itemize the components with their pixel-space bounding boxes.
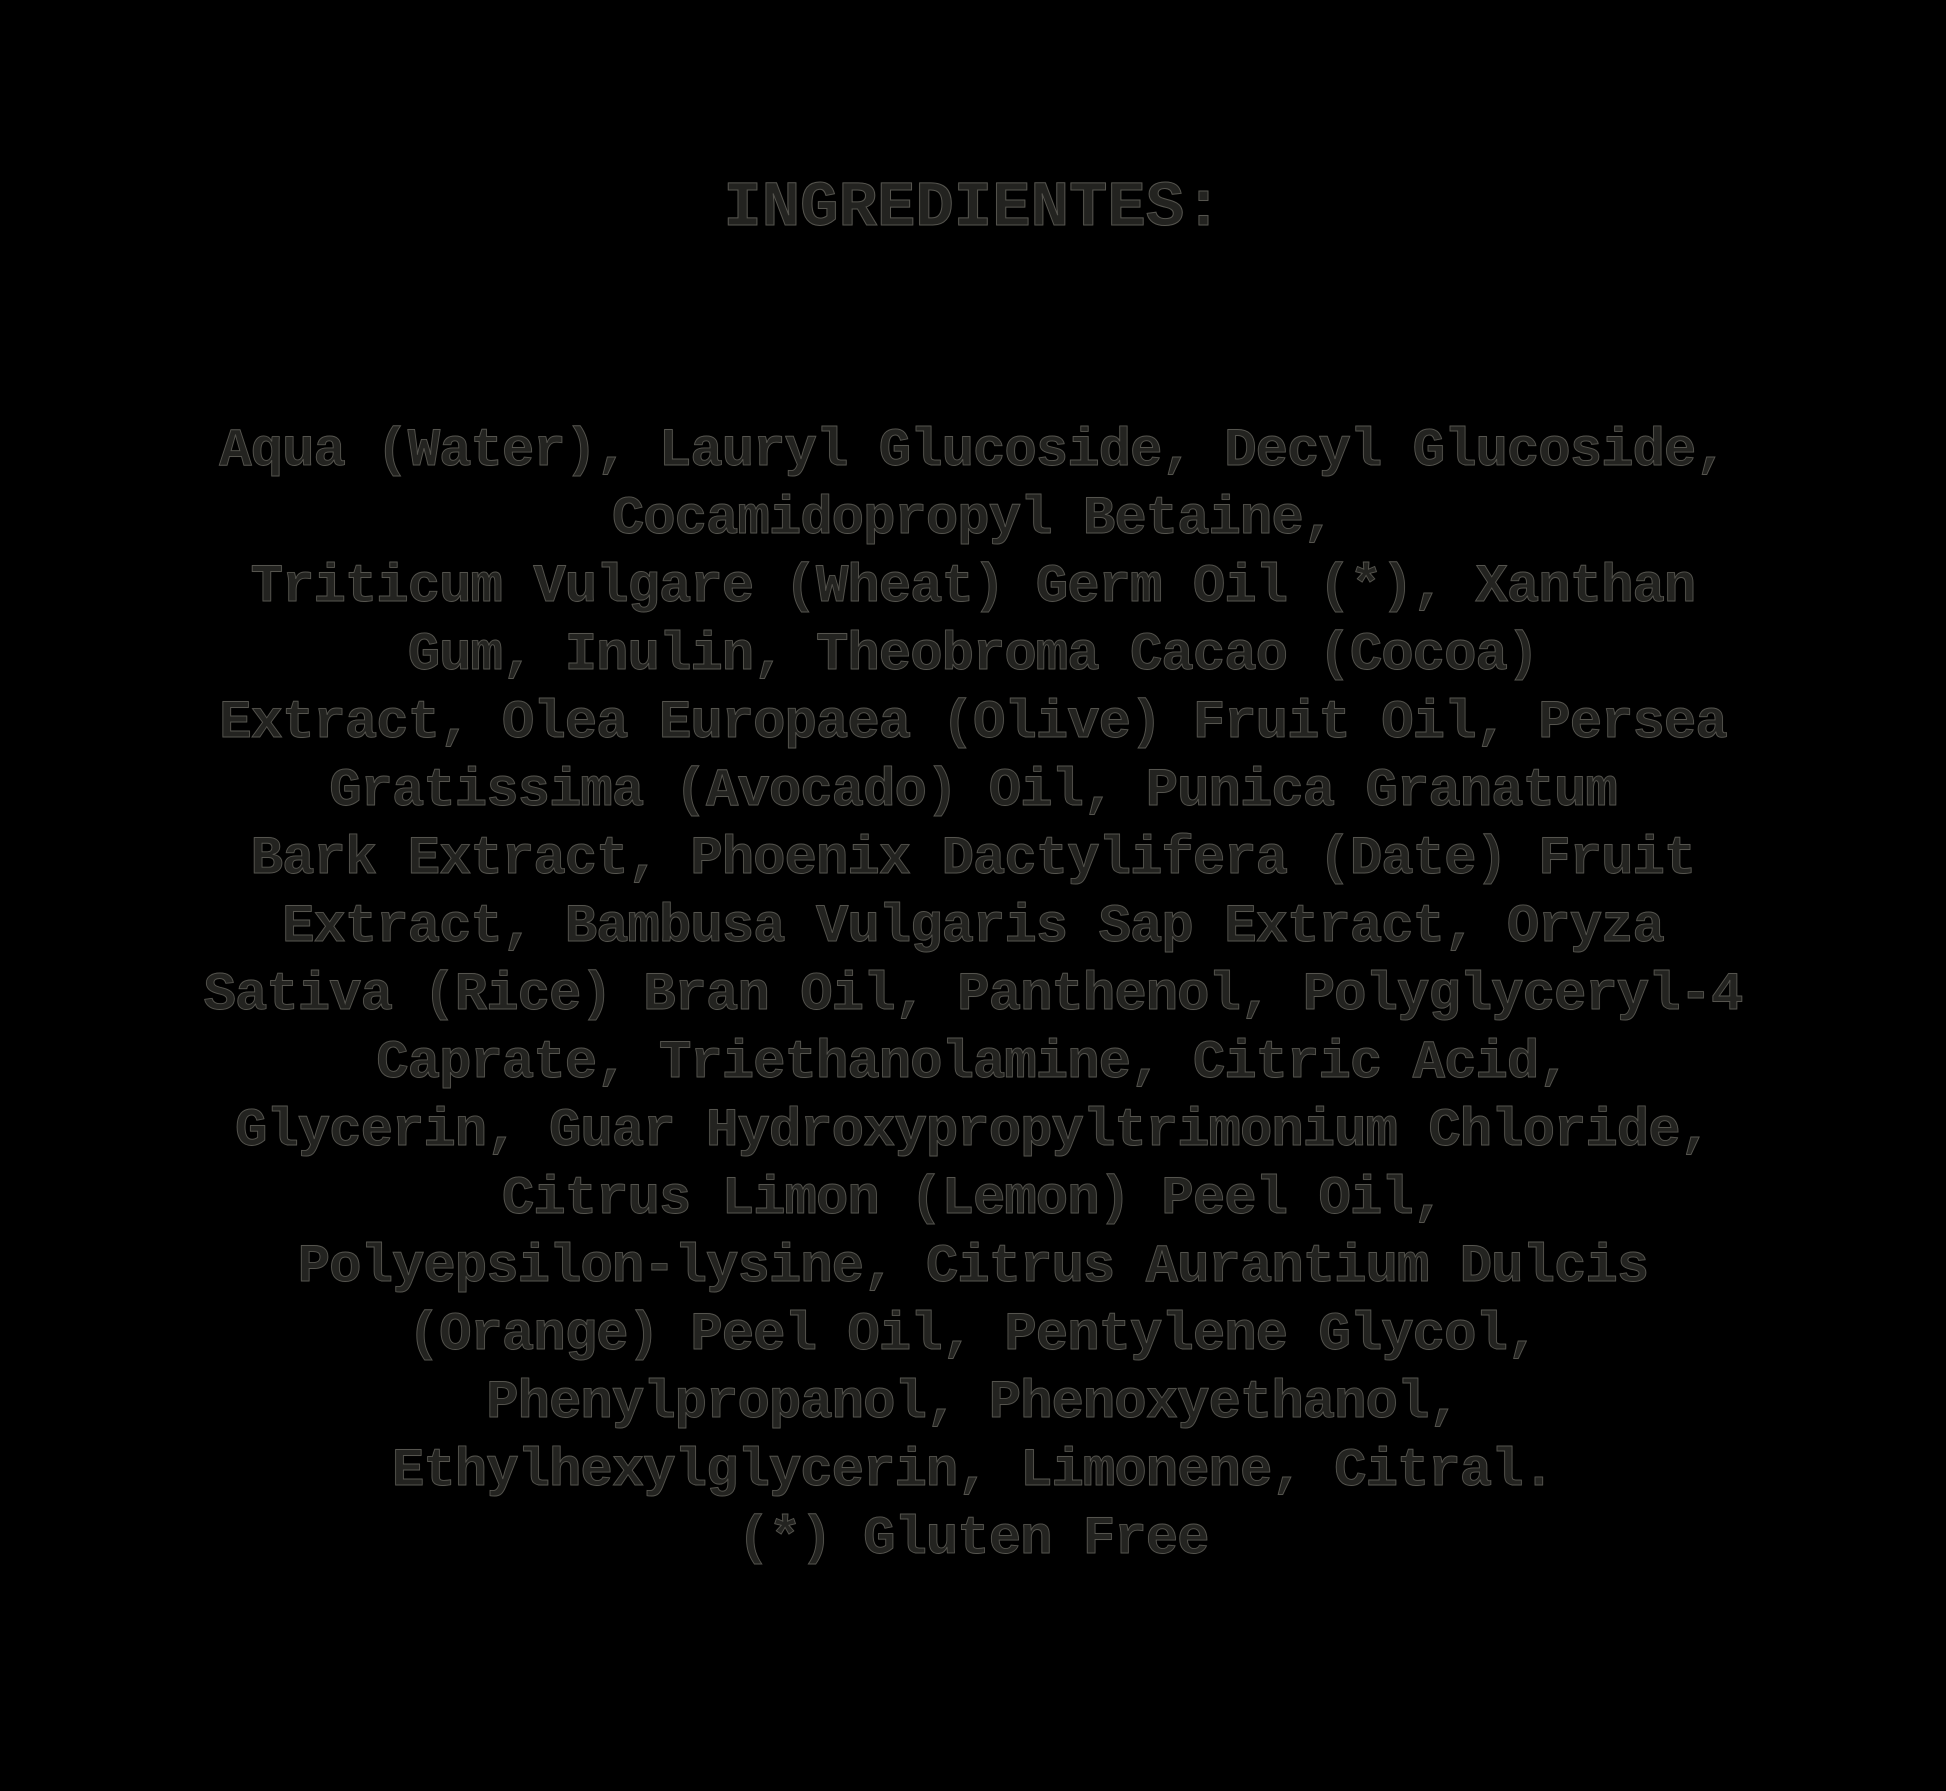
ingredients-list: [0, 418, 1946, 1574]
ingredients-line: Citrus Limon (Lemon) Peel Oil,: [501, 1169, 1445, 1230]
ingredients-line: Bark Extract, Phoenix Dactylifera (Date) Fruit: [250, 829, 1696, 890]
ingredients-line: Extract, Olea Europaea (Olive) Fruit Oil, Persea: [219, 693, 1727, 754]
ingredients-line: Sativa (Rice) Bran Oil, Panthenol, Polyglyceryl-4: [203, 965, 1743, 1026]
gluten-free-footnote: (*) Gluten Free: [737, 1509, 1209, 1570]
ingredients-title: INGREDIENTES:: [723, 173, 1223, 245]
ingredients-line: Phenylpropanol, Phenoxyethanol,: [486, 1373, 1460, 1434]
ingredients-line: Ethylhexylglycerin, Limonene, Citral.: [392, 1441, 1554, 1502]
ingredients-line: Glycerin, Guar Hydroxypropyltrimonium Chloride,: [234, 1101, 1712, 1162]
ingredients-line: Gum, Inulin, Theobroma Cacao (Cocoa): [407, 625, 1539, 686]
ingredients-line: (Orange) Peel Oil, Pentylene Glycol,: [407, 1305, 1539, 1366]
ingredients-line: Polyepsilon-lysine, Citrus Aurantium Dulcis: [297, 1237, 1649, 1298]
ingredients-line: Extract, Bambusa Vulgaris Sap Extract, Oryza: [282, 897, 1664, 958]
ingredients-line: Gratissima (Avocado) Oil, Punica Granatum: [329, 761, 1617, 822]
ingredients-line: Aqua (Water), Lauryl Glucoside, Decyl Glucoside,: [219, 421, 1727, 482]
ingredients-line: Cocamidopropyl Betaine,: [611, 489, 1335, 550]
ingredients-line: Caprate, Triethanolamine, Citric Acid,: [376, 1033, 1570, 1094]
ingredients-line: Triticum Vulgare (Wheat) Germ Oil (*), Xanthan: [250, 557, 1696, 618]
